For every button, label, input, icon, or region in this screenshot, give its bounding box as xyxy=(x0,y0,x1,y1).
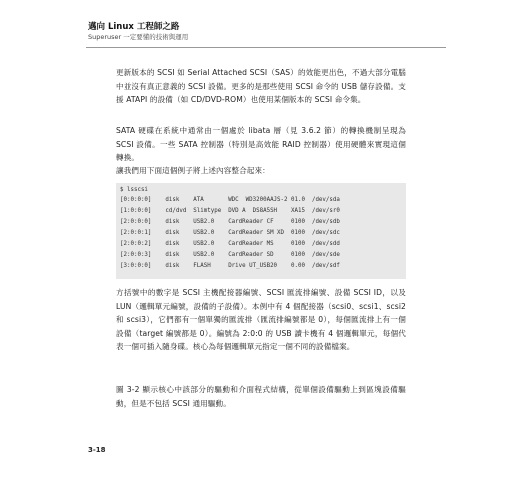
paragraph-figure-ref: 圖 3-2 顯示核心中該部分的驅動和介面程式結構，從單個設備驅動上到區塊設備驅動，但是不包括 SCSI 通用驅動。 xyxy=(116,385,406,408)
code-line: $ lsscsi xyxy=(120,187,148,193)
code-block xyxy=(116,183,406,279)
code-line: [1:0:0:0] cd/dvd Slimtype DVD A DS8A5SH XA15 /dev/sr0 xyxy=(120,208,340,214)
code-line: [3:0:0:0] disk FLASH Drive UT_USB20 0.00 /dev/sdf xyxy=(120,263,340,269)
header-rule xyxy=(86,47,446,48)
page-number: 3-18 xyxy=(88,446,106,454)
code-line: [2:0:0:2] disk USB2.0 CardReader MS 0100 /dev/sdd xyxy=(120,241,340,247)
code-line: [2:0:0:0] disk USB2.0 CardReader CF 0100 /dev/sdb xyxy=(120,219,340,225)
code-line: [2:0:0:1] disk USB2.0 CardReader SM XD 0100 /dev/sdc xyxy=(120,230,340,236)
running-header xyxy=(88,22,188,42)
paragraph-explanation: 方括號中的數字是 SCSI 主機配接器編號、SCSI 匯流排編號、設備 SCSI ID，以及 LUN（邏輯單元編號，設備的子設備）。本例中有 4 個配接器（scsi0、scsi1、scsi2 和 scsi3），它們都有一個單獨的匯流排（匯流排編號都是 0），每個匯流排上有一個設備（target 編號都是 0）。編號為 2:0:0 的 USB 讀卡機有 4 個邏輯單元，每個代表一個可插入隨身碟。核心為每個邏輯單元指定一個不同的設備檔案。 xyxy=(116,288,406,351)
paragraph-sata: SATA 硬碟在系統中通常由一個處於 libata 層（見 3.6.2 節）的轉換機制呈現為 SCSI 設備。一些 SATA 控制器（特別是高效能 RAID 控制器）使用硬體來實現這個轉換。 xyxy=(116,126,406,162)
code-line: [0:0:0:0] disk ATA WDC WD3200AAJS-2 01.0 /dev/sda xyxy=(120,197,340,203)
book-subtitle: Superuser 一定要懂的技術與運用 xyxy=(88,33,189,41)
code-line: [2:0:0:3] disk USB2.0 CardReader SD 0100 /dev/sde xyxy=(120,252,340,258)
paragraph-example-intro: 讓我們用下面這個例子將上述內容整合起來： xyxy=(116,166,270,175)
book-title: 邁向 Linux 工程師之路 xyxy=(88,22,180,32)
paragraph-sas: 更新版本的 SCSI 如 Serial Attached SCSI（SAS）的效能更出色，不過大部分電腦中並沒有真正意義的 SCSI 設備。更多的是那些使用 SCSI 命令的 USB 儲存設備。支援 ATAPI 的設備（如 CD/DVD-ROM）也使用某個版本的 SCSI 命令集。 xyxy=(116,68,406,104)
